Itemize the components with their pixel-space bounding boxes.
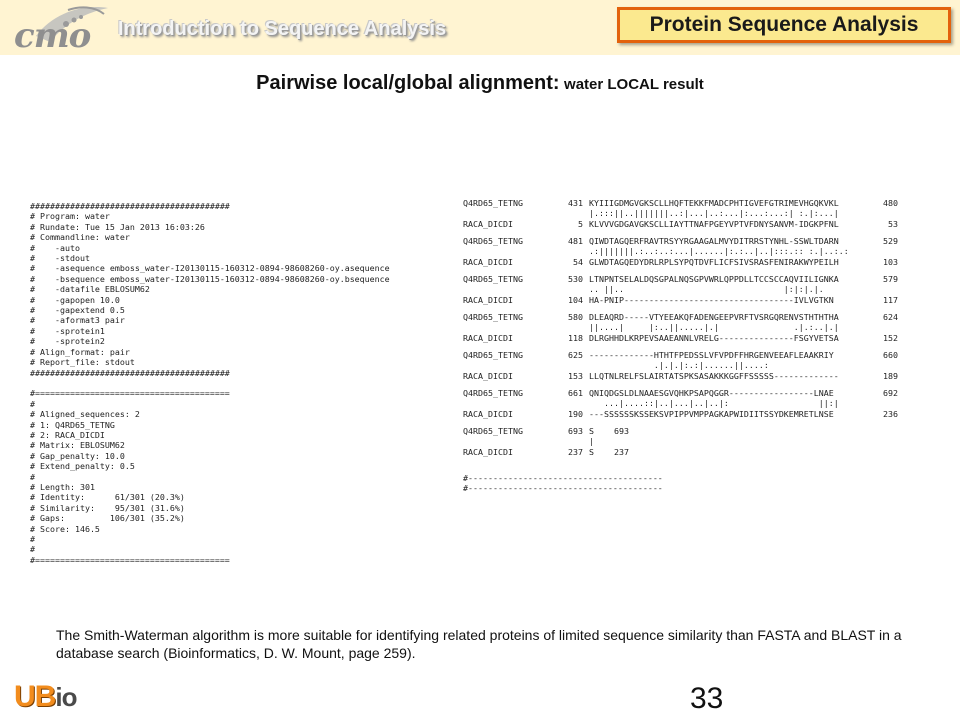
report-line: #	[30, 398, 35, 409]
sequence-residues: DLRGHHDLKRPEVSAAEANNLVRELG---------------FSGYVETSA	[589, 332, 839, 343]
sequence-name: RACA_DICDI	[463, 408, 513, 419]
sequence-residues: ---SSSSSSKSSEKSVPIPPVMPPAGKAPWIDIITSSYDKEMRETLNSE	[589, 408, 834, 419]
sequence-end: 53	[888, 218, 898, 229]
sequence-start: 237	[568, 446, 583, 457]
sequence-end: 117	[883, 294, 898, 305]
sequence-start: 530	[568, 273, 583, 284]
report-line: # -bsequence emboss_water-I20130115-160312-0894-98608260-oy.bsequence	[30, 273, 390, 284]
report-line: # -gapextend 0.5	[30, 305, 125, 316]
alignment-row-seq-a	[463, 312, 898, 322]
report-line: # Commandline: water	[30, 232, 130, 243]
sequence-residues: KYIIIGDMGVGKSCLLHQFTEKKFMADCPHTIGVEFGTRIMEVHGQKVKL	[589, 198, 839, 208]
sequence-end: 624	[883, 311, 898, 322]
sequence-residues: S 693	[589, 425, 629, 436]
ubio-logo	[14, 680, 76, 714]
report-line: # Similarity: 95/301 (31.6%)	[30, 502, 185, 513]
cmo-logo	[6, 2, 114, 54]
caption-text: The Smith-Waterman algorithm is more suitable for identifying related proteins of limited sequence similarity than FASTA and BLAST in a database search (Bioinformatics, D. W. Mount, page 259).	[56, 627, 902, 661]
alignment-row-seq-b	[463, 447, 898, 457]
sequence-name: Q4RD65_TETNG	[463, 349, 523, 360]
alignment-output	[463, 198, 898, 494]
sequence-name: Q4RD65_TETNG	[463, 235, 523, 246]
sequence-start: 153	[568, 370, 583, 381]
alignment-block	[463, 274, 898, 305]
sequence-end: 692	[883, 387, 898, 398]
report-line: # -sprotein1	[30, 325, 105, 336]
alignment-row-seq-b	[463, 371, 898, 381]
report-line: # -asequence emboss_water-I20130115-160312-0894-98608260-oy.asequence	[30, 263, 390, 274]
sequence-end: 189	[883, 370, 898, 381]
report-line: # Score: 146.5	[30, 523, 100, 534]
alignment-row-seq-a	[463, 198, 898, 208]
report-line: # -sprotein2	[30, 336, 105, 347]
sequence-end: 103	[883, 256, 898, 267]
report-line: #	[30, 471, 35, 482]
report-line: # Program: water	[30, 211, 110, 222]
alignment-block	[463, 388, 898, 419]
page-number: 33	[690, 682, 724, 715]
sequence-residues: QNIQDGSLDLNAAESGVQHKPSAPQGGR-----------------LNAE	[589, 387, 834, 398]
sequence-end: 579	[883, 273, 898, 284]
report-line: # Matrix: EBLOSUM62	[30, 440, 125, 451]
report-line: # Extend_penalty: 0.5	[30, 461, 135, 472]
slide-title	[0, 72, 960, 95]
alignment-footer-line: #---------------------------------------	[463, 472, 663, 483]
report-line: # 1: Q4RD65_TETNG	[30, 419, 115, 430]
sequence-name: RACA_DICDI	[463, 446, 513, 457]
alignment-footer-lines	[463, 473, 898, 494]
alignment-row-seq-a	[463, 236, 898, 246]
alignment-blocks	[463, 198, 898, 457]
slide-title-main: Pairwise local/global alignment:	[256, 72, 560, 94]
sequence-name: Q4RD65_TETNG	[463, 387, 523, 398]
ubio-logo-ub: UB	[14, 680, 56, 713]
course-title: Introduction to Sequence Analysis	[118, 18, 447, 40]
alignment-block	[463, 426, 898, 457]
sequence-name: RACA_DICDI	[463, 370, 513, 381]
sequence-start: 54	[573, 256, 583, 267]
alignment-row-seq-a	[463, 274, 898, 284]
alignment-match-line: |.:::||..|||||||..:|...|..:...|:...:...:| :.|:...|	[589, 208, 839, 219]
alignment-row-seq-b	[463, 295, 898, 305]
sequence-name: RACA_DICDI	[463, 294, 513, 305]
alignment-row-seq-b	[463, 409, 898, 419]
alignment-row-seq-b	[463, 333, 898, 343]
report-line: # Gap_penalty: 10.0	[30, 450, 125, 461]
sequence-start: 625	[568, 349, 583, 360]
report-line: # Length: 301	[30, 481, 95, 492]
sequence-name: Q4RD65_TETNG	[463, 198, 523, 208]
sequence-end: 529	[883, 235, 898, 246]
alignment-block	[463, 198, 898, 229]
report-line	[30, 378, 390, 388]
sequence-start: 190	[568, 408, 583, 419]
sequence-start: 580	[568, 311, 583, 322]
sequence-end: 660	[883, 349, 898, 360]
report-line: # -aformat3 pair	[30, 315, 125, 326]
sequence-residues: KLVVVGDGAVGKSCLLIAYTTNAFPGEYVPTVFDNYSANVM-IDGKPFNL	[589, 218, 839, 229]
alignment-block	[463, 350, 898, 381]
alignment-row-seq-b	[463, 257, 898, 267]
alignment-match-line: ...|....::|..|...|..|..|: ||:|	[589, 398, 839, 409]
report-line: # -gapopen 10.0	[30, 294, 120, 305]
sequence-start: 661	[568, 387, 583, 398]
slide-title-sub: water LOCAL result	[564, 76, 704, 93]
sequence-name: Q4RD65_TETNG	[463, 425, 523, 436]
sequence-name: Q4RD65_TETNG	[463, 311, 523, 322]
cmo-logo-text: cmo	[14, 16, 91, 56]
report-line: # -stdout	[30, 253, 90, 264]
alignment-match-line: .:|||||||.:..:..:...|......|:.:..|..|:::.:: :.|..:.:	[589, 246, 849, 257]
report-line: #=======================================	[30, 554, 230, 565]
sequence-start: 693	[568, 425, 583, 436]
report-line: # Report_file: stdout	[30, 357, 135, 368]
sequence-name: RACA_DICDI	[463, 256, 513, 267]
report-line: # 2: RACA_DICDI	[30, 429, 105, 440]
sequence-name: Q4RD65_TETNG	[463, 273, 523, 284]
sequence-name: RACA_DICDI	[463, 332, 513, 343]
sequence-end: 480	[883, 198, 898, 208]
report-line: # Aligned_sequences: 2	[30, 409, 140, 420]
sequence-start: 5	[578, 218, 583, 229]
sequence-residues: HA-PNIP----------------------------------IVLVGTKN	[589, 294, 834, 305]
sequence-end: 236	[883, 408, 898, 419]
sequence-residues: GLWDTAGQEDYDRLRPLSYPQTDVFLICFSIVSRASFENIRAKWYPEILH	[589, 256, 839, 267]
sequence-end	[865, 426, 898, 436]
ubio-logo-io: io	[55, 682, 77, 712]
sequence-residues: LLQTNLRELFSLAIRTATSPKSASAKKKGGFFSSSSS-------------	[589, 370, 839, 381]
sequence-residues: QIWDTAGQERFRAVTRSYYRGAAGALMVYDITRRSTYNHL-SSWLTDARN	[589, 235, 839, 246]
sequence-start: 431	[568, 198, 583, 208]
sequence-name: RACA_DICDI	[463, 218, 513, 229]
alignment-row-seq-a	[463, 426, 898, 436]
alignment-match-line: |	[589, 436, 594, 447]
alignment-footer-line: #---------------------------------------	[463, 483, 663, 494]
report-line: # Rundate: Tue 15 Jan 2013 16:03:26	[30, 221, 205, 232]
alignment-row-seq-a	[463, 350, 898, 360]
water-report-header	[30, 201, 390, 565]
alignment-row-seq-a	[463, 388, 898, 398]
section-badge: Protein Sequence Analysis	[617, 7, 951, 43]
alignment-match-line: ||....| |:..||.....|.| .|.:..|.|	[589, 322, 839, 333]
report-line: # -datafile EBLOSUM62	[30, 284, 150, 295]
sequence-start: 118	[568, 332, 583, 343]
sequence-residues: S 237	[589, 446, 629, 457]
sequence-residues: DLEAQRD-----VTYEEAKQFADENGEEPVRFTVSRGQRENVSTHTHTHA	[589, 311, 839, 322]
report-line: #	[30, 534, 35, 544]
sequence-end: 152	[883, 332, 898, 343]
alignment-block	[463, 312, 898, 343]
report-line: #=======================================	[30, 388, 230, 399]
sequence-residues: -------------HTHTFPEDSSLVFVPDFFHRGENVEEAFLEAAKRIY	[589, 349, 834, 360]
sequence-residues: LTNPNTSELALDQSGPALNQSGPVWRLQPPDLLTCCSCCAQVIILIGNKA	[589, 273, 839, 284]
sequence-start: 104	[568, 294, 583, 305]
alignment-block	[463, 236, 898, 267]
report-line: ########################################	[30, 367, 230, 378]
report-line: ########################################	[30, 201, 230, 211]
report-line: # Identity: 61/301 (20.3%)	[30, 492, 185, 503]
report-line: # Align_format: pair	[30, 346, 130, 357]
alignment-row-seq-b	[463, 219, 898, 229]
report-line: # Gaps: 106/301 (35.2%)	[30, 513, 185, 524]
alignment-match-line: .|.|.|:.:|......||....:	[589, 360, 769, 371]
sequence-start: 481	[568, 235, 583, 246]
sequence-end	[865, 447, 898, 457]
alignment-match-line: .. ||.. |:|:|.|.	[589, 284, 824, 295]
report-line: # -auto	[30, 242, 80, 253]
report-line: #	[30, 544, 35, 555]
